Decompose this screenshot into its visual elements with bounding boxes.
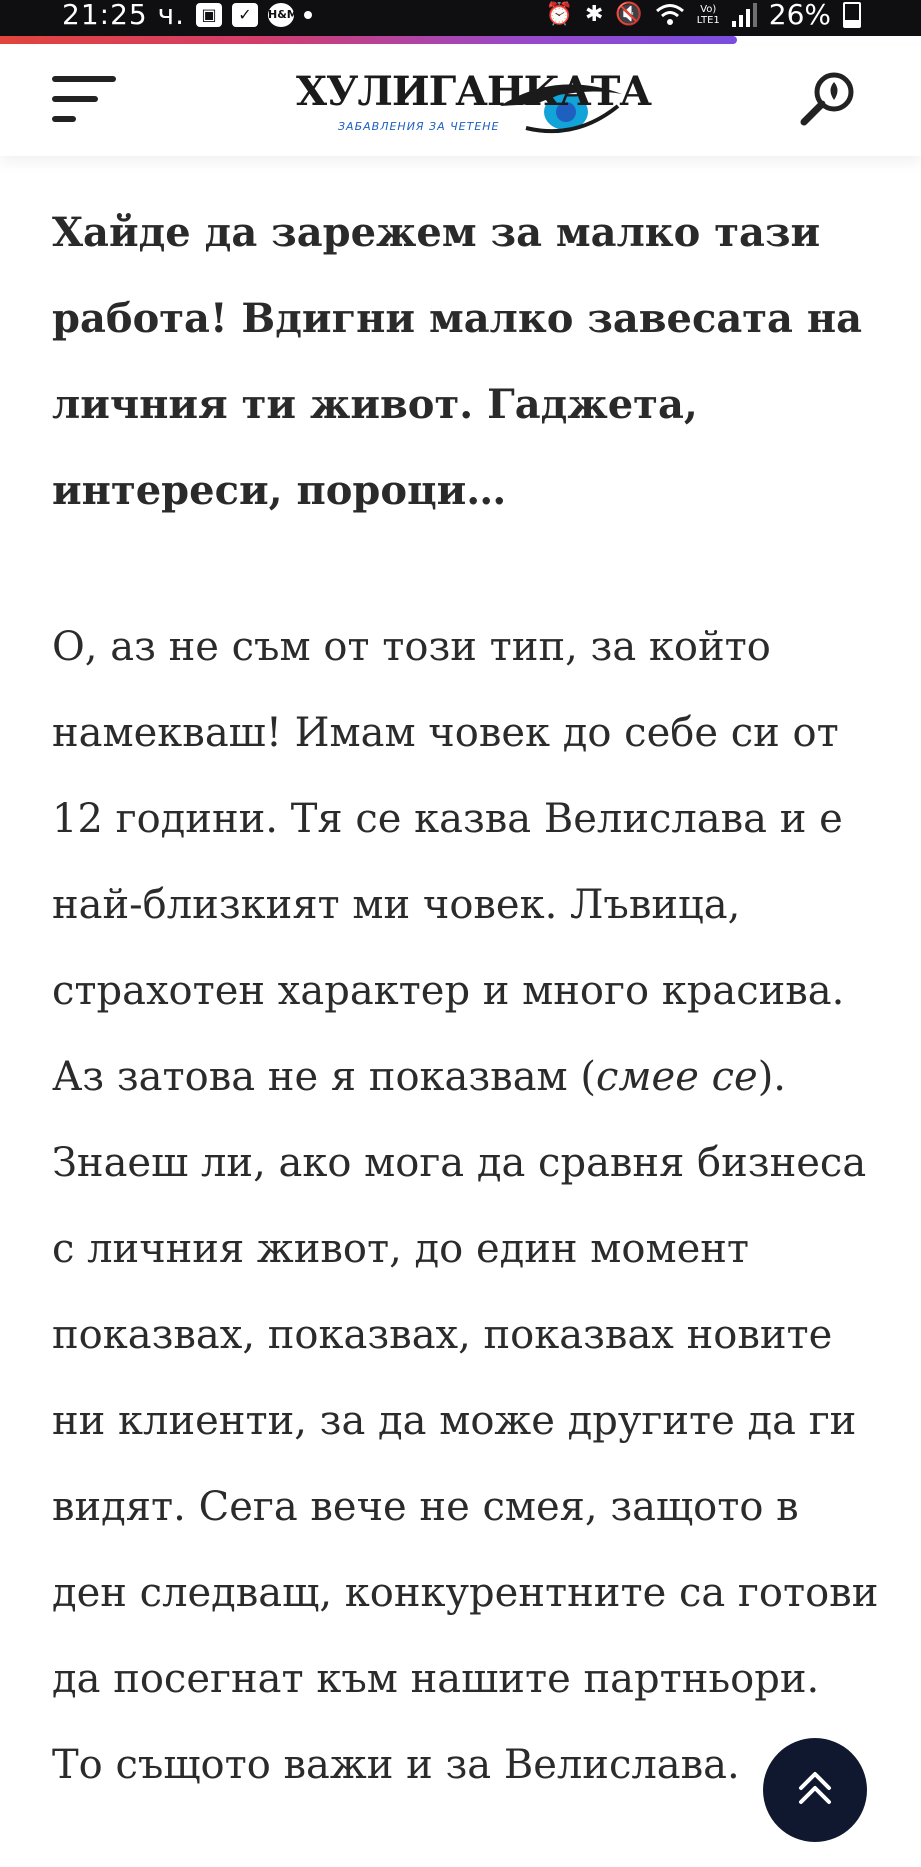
logo-tagline: ЗАБАВЛЕНИЯ ЗА ЧЕТЕНЕ [338, 120, 500, 133]
check-icon: ✓ [232, 3, 258, 27]
mute-icon: 🔇 [615, 2, 643, 27]
volte-icon [697, 4, 720, 26]
site-logo[interactable] [296, 64, 651, 144]
hamburger-menu-icon[interactable] [52, 74, 118, 124]
interview-answer [52, 604, 882, 1808]
answer-text-2: ). Знаеш ли, ако мога да сравня бизнеса с личния живот, до един момент показвах, показвах, показвах новите ни клиенти, за да може другите да ги видят. Сега вече не смея, защото в ден следващ, конкурентните са готови да посегнат към нашите партньори. То същото важи и за Велислава. [52, 1054, 879, 1788]
reading-progress-bar [0, 36, 921, 46]
answer-text-1: О, аз не съм от този тип, за който намекваш! Имам човек до себе си от 12 години. Тя се казва Велислава и е най-близкият ми човек. Лъвица, страхотен характер и много красива. Аз затова не я показвам ( [52, 624, 845, 1100]
system-icons [546, 0, 861, 30]
signal-icon [732, 3, 757, 27]
interview-question: Хайде да зарежем за малко тази работа! Вдигни малко завесата на личния ти живот. Гаджета, интереси, пороци… [52, 209, 863, 514]
battery-icon [843, 2, 861, 28]
dot-icon [304, 11, 312, 19]
volte-label: Vo) [700, 4, 717, 15]
scroll-to-top-button[interactable] [763, 1738, 867, 1842]
answer-italic: смее се [595, 1054, 758, 1100]
wifi-icon [655, 3, 685, 27]
bluetooth-icon: ✱ [584, 2, 604, 27]
alarm-icon: ⏰ [545, 2, 573, 27]
site-header [0, 46, 921, 156]
double-chevron-up-icon [763, 1738, 867, 1842]
hm-icon: H&M [268, 3, 294, 27]
battery-level: 26% [768, 0, 831, 31]
lte-label: LTE1 [696, 15, 720, 26]
notification-icons [196, 3, 312, 27]
image-icon: ▣ [196, 3, 222, 27]
search-icon[interactable] [796, 68, 860, 132]
reading-progress-fill [0, 36, 737, 44]
logo-title: ХУЛИГАНКАТА [296, 68, 651, 115]
status-bar [0, 0, 921, 36]
article-body [52, 190, 882, 1808]
status-time: 21:25 ч. [62, 0, 186, 31]
